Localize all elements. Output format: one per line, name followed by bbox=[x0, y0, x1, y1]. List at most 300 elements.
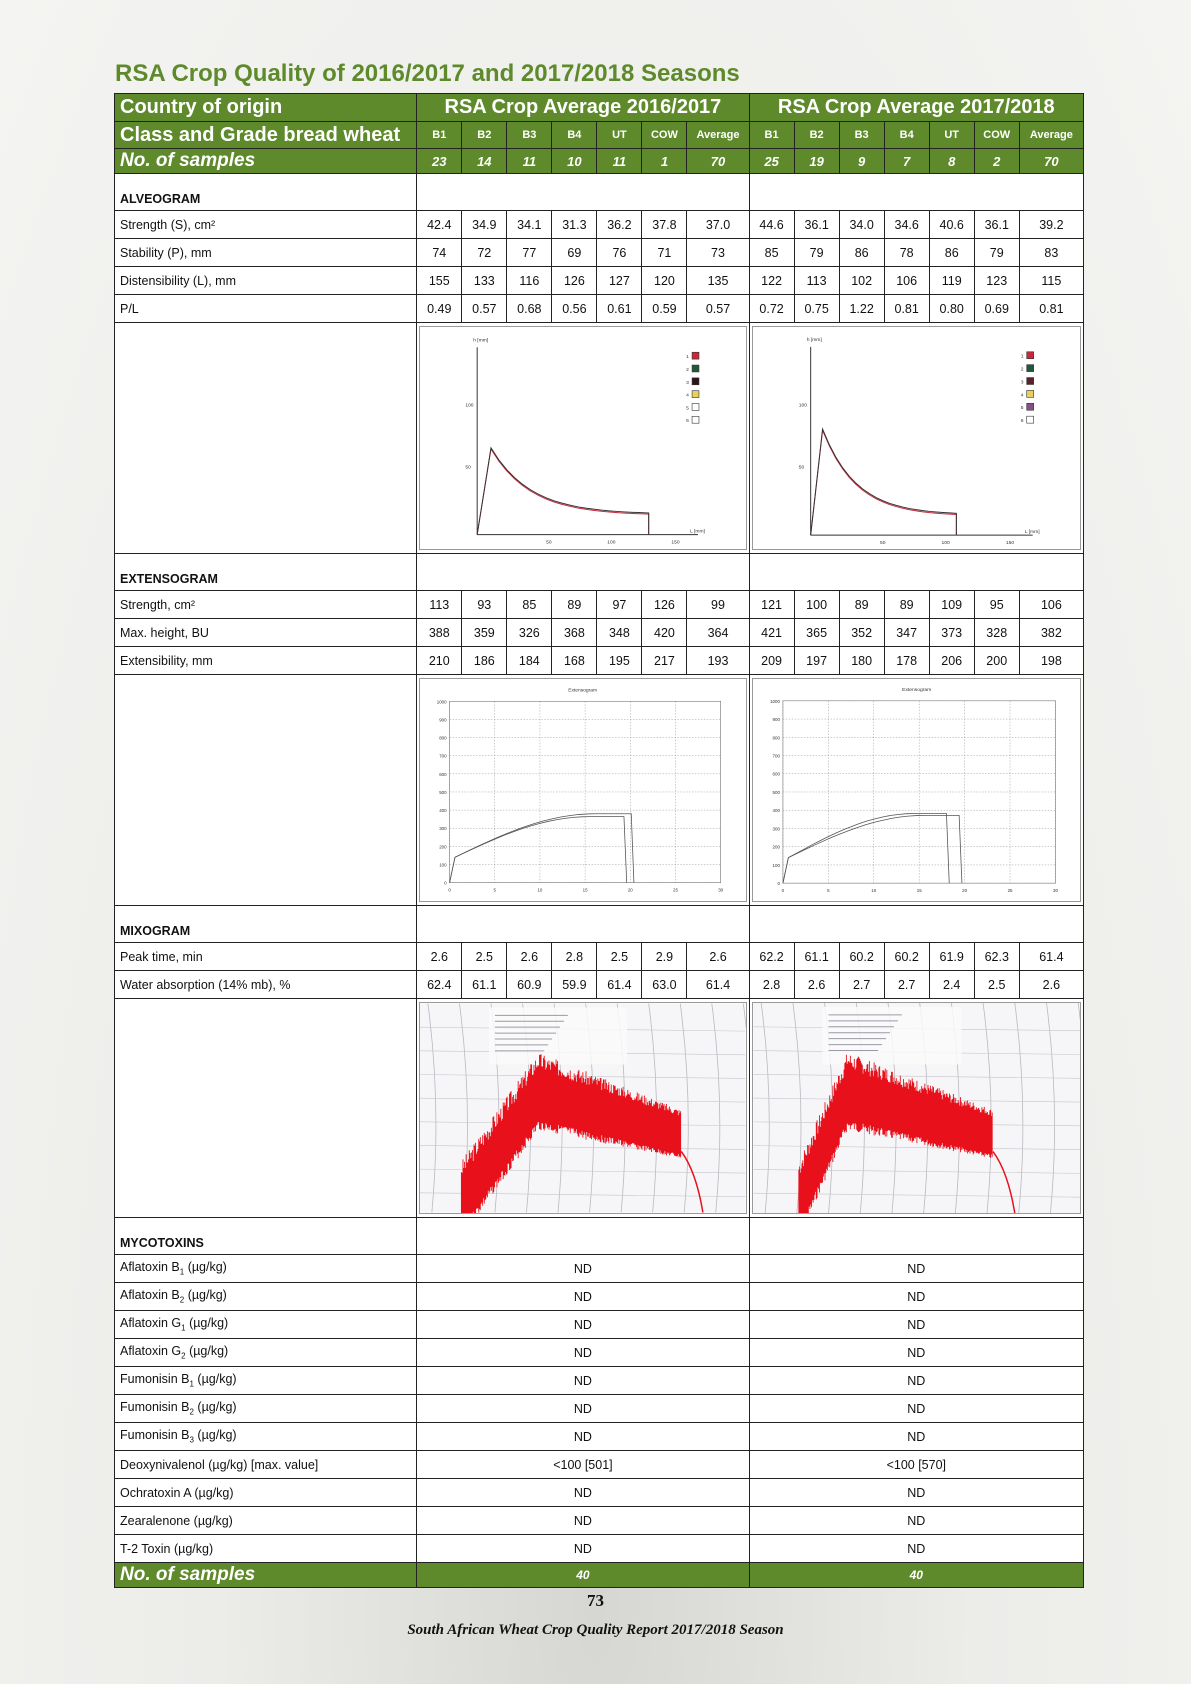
legend-swatch bbox=[1026, 390, 1033, 397]
alveogram-title-row bbox=[115, 174, 1084, 211]
value-cell: 2.8 bbox=[749, 971, 794, 999]
extensogram-title: EXTENSOGRAM bbox=[115, 554, 417, 591]
value-cell: 364 bbox=[687, 619, 749, 647]
legend-swatch bbox=[692, 403, 699, 410]
value-cell: 2.6 bbox=[794, 971, 839, 999]
mycotoxin-label bbox=[115, 1423, 417, 1451]
y-tick-label: 300 bbox=[439, 826, 447, 832]
legend-label: 4 bbox=[1020, 393, 1024, 399]
empty-cell bbox=[749, 174, 1083, 211]
mycotoxin-value-2017: ND bbox=[749, 1339, 1083, 1367]
mycotoxin-name: T-2 Toxin (µg/kg) bbox=[120, 1541, 214, 1556]
value-cell: 2.6 bbox=[1019, 971, 1083, 999]
mycotoxin-name: Aflatoxin B bbox=[120, 1260, 180, 1275]
alveogram-chart-cell bbox=[417, 323, 749, 554]
mycotoxin-unit: (µg/kg) bbox=[184, 1260, 227, 1275]
mycotoxin-name: Deoxynivalenol (µg/kg) [max. value] bbox=[120, 1457, 319, 1472]
y-tick-label: 200 bbox=[772, 844, 780, 850]
value-cell: 34.0 bbox=[839, 211, 884, 239]
value-cell: 116 bbox=[507, 267, 552, 295]
mixogram-chart-cell bbox=[749, 999, 1083, 1218]
x-axis-label: L [mm] bbox=[690, 529, 706, 535]
mycotoxin-name: Fumonisin B bbox=[120, 1372, 190, 1387]
x-tick-label: 20 bbox=[961, 888, 967, 894]
mycotoxin-name: Aflatoxin B bbox=[120, 1288, 180, 1303]
label-area bbox=[822, 1007, 961, 1064]
x-tick-label: 25 bbox=[1007, 888, 1013, 894]
sample-count: 8 bbox=[929, 149, 974, 174]
value-cell: 60.9 bbox=[507, 971, 552, 999]
value-cell: 106 bbox=[1019, 591, 1083, 619]
class-header: B2 bbox=[794, 122, 839, 149]
value-cell: 1.22 bbox=[839, 295, 884, 323]
value-cell: 40.6 bbox=[929, 211, 974, 239]
row-label: Max. height, BU bbox=[115, 619, 417, 647]
value-cell: 2.5 bbox=[597, 943, 642, 971]
extensogram-chart-2017 bbox=[752, 678, 1081, 902]
value-cell: 326 bbox=[507, 619, 552, 647]
x-tick-label: 30 bbox=[718, 887, 724, 893]
x-tick-label: 100 bbox=[607, 540, 616, 546]
value-cell: 79 bbox=[974, 239, 1019, 267]
value-cell: 89 bbox=[884, 591, 929, 619]
value-cell: 365 bbox=[794, 619, 839, 647]
value-cell: 93 bbox=[462, 591, 507, 619]
value-cell: 61.1 bbox=[794, 943, 839, 971]
legend-label: 5 bbox=[1020, 406, 1024, 412]
mycotoxin-value-2017: ND bbox=[749, 1255, 1083, 1283]
value-cell: 0.49 bbox=[417, 295, 462, 323]
class-header: COW bbox=[642, 122, 687, 149]
sample-count: 70 bbox=[1019, 149, 1083, 174]
value-cell: 109 bbox=[929, 591, 974, 619]
y-tick-label: 600 bbox=[772, 771, 780, 777]
legend-swatch bbox=[692, 416, 699, 423]
value-cell: 113 bbox=[417, 591, 462, 619]
y-tick-label: 1000 bbox=[437, 699, 447, 705]
sample-count: 9 bbox=[839, 149, 884, 174]
value-cell: 420 bbox=[642, 619, 687, 647]
value-cell: 126 bbox=[552, 267, 597, 295]
sample-count: 2 bbox=[974, 149, 1019, 174]
alveogram-chart-2016 bbox=[419, 326, 746, 550]
row-label: Water absorption (14% mb), % bbox=[115, 971, 417, 999]
legend-swatch bbox=[692, 391, 699, 398]
class-header: COW bbox=[974, 122, 1019, 149]
empty-cell bbox=[417, 174, 749, 211]
value-cell: 37.8 bbox=[642, 211, 687, 239]
mycotoxin-row bbox=[115, 1255, 1084, 1283]
value-cell: 209 bbox=[749, 647, 794, 675]
mycotoxin-row bbox=[115, 1479, 1084, 1507]
footer-samples-row bbox=[115, 1563, 1084, 1588]
mycotoxin-label bbox=[115, 1311, 417, 1339]
mycotoxin-value-2016: ND bbox=[417, 1339, 749, 1367]
value-cell: 42.4 bbox=[417, 211, 462, 239]
y-tick-label: 1000 bbox=[769, 698, 780, 704]
report-footer: South African Wheat Crop Quality Report 2017/2018 Season bbox=[407, 1622, 784, 1638]
value-cell: 61.9 bbox=[929, 943, 974, 971]
value-cell: 195 bbox=[597, 647, 642, 675]
mycotoxin-subscript: 1 bbox=[179, 1267, 185, 1277]
sample-count: 19 bbox=[794, 149, 839, 174]
data-row bbox=[115, 295, 1084, 323]
y-tick-label: 100 bbox=[772, 862, 780, 868]
value-cell: 198 bbox=[1019, 647, 1083, 675]
extensogram-curve bbox=[450, 814, 634, 883]
mycotoxin-name: Aflatoxin G bbox=[120, 1344, 182, 1359]
value-cell: 2.7 bbox=[884, 971, 929, 999]
legend-swatch bbox=[692, 378, 699, 385]
x-tick-label: 50 bbox=[546, 540, 552, 546]
value-cell: 373 bbox=[929, 619, 974, 647]
value-cell: 76 bbox=[597, 239, 642, 267]
value-cell: 95 bbox=[974, 591, 1019, 619]
mycotoxin-value-2016: ND bbox=[417, 1367, 749, 1395]
mycotoxin-name: Zearalenone (µg/kg) bbox=[120, 1513, 233, 1528]
value-cell: 135 bbox=[687, 267, 749, 295]
mycotoxin-value-2017: ND bbox=[749, 1367, 1083, 1395]
value-cell: 74 bbox=[417, 239, 462, 267]
extensogram-chart-2016 bbox=[419, 678, 746, 902]
value-cell: 168 bbox=[552, 647, 597, 675]
class-grade-label: Class and Grade bread wheat bbox=[115, 122, 417, 149]
value-cell: 2.4 bbox=[929, 971, 974, 999]
class-header: B1 bbox=[749, 122, 794, 149]
mycotoxin-label bbox=[115, 1339, 417, 1367]
value-cell: 0.68 bbox=[507, 295, 552, 323]
value-cell: 186 bbox=[462, 647, 507, 675]
mixogram-title: MIXOGRAM bbox=[115, 906, 417, 943]
mycotoxin-label bbox=[115, 1479, 417, 1507]
class-header: B3 bbox=[507, 122, 552, 149]
empty-cell bbox=[115, 675, 417, 906]
value-cell: 155 bbox=[417, 267, 462, 295]
legend-label: 3 bbox=[1020, 380, 1024, 386]
mycotoxin-value-2016: ND bbox=[417, 1311, 749, 1339]
value-cell: 2.7 bbox=[839, 971, 884, 999]
mycotoxin-row bbox=[115, 1507, 1084, 1535]
data-row bbox=[115, 211, 1084, 239]
value-cell: 44.6 bbox=[749, 211, 794, 239]
value-cell: 178 bbox=[884, 647, 929, 675]
y-tick-label: 900 bbox=[439, 717, 447, 723]
value-cell: 123 bbox=[974, 267, 1019, 295]
value-cell: 126 bbox=[642, 591, 687, 619]
extensogram-chart-cell bbox=[417, 675, 749, 906]
value-cell: 36.1 bbox=[794, 211, 839, 239]
mycotoxin-value-2016: ND bbox=[417, 1283, 749, 1311]
empty-cell bbox=[417, 554, 749, 591]
value-cell: 60.2 bbox=[839, 943, 884, 971]
legend-swatch bbox=[692, 352, 699, 359]
y-tick-label: 400 bbox=[439, 808, 447, 814]
value-cell: 2.6 bbox=[417, 943, 462, 971]
mixogram-title-row bbox=[115, 906, 1084, 943]
value-cell: 62.2 bbox=[749, 943, 794, 971]
value-cell: 0.61 bbox=[597, 295, 642, 323]
value-cell: 368 bbox=[552, 619, 597, 647]
samples-label: No. of samples bbox=[115, 149, 417, 174]
mixogram-chart-2017 bbox=[752, 1002, 1081, 1214]
alveogram-curve bbox=[810, 430, 956, 535]
value-cell: 34.9 bbox=[462, 211, 507, 239]
value-cell: 37.0 bbox=[687, 211, 749, 239]
mycotoxin-row bbox=[115, 1451, 1084, 1479]
mycotoxin-value-2016: ND bbox=[417, 1479, 749, 1507]
mycotoxin-unit: (µg/kg) bbox=[193, 1372, 237, 1387]
alveogram-curve bbox=[810, 429, 956, 535]
alveogram-curve bbox=[477, 448, 649, 535]
sample-count: 11 bbox=[507, 149, 552, 174]
value-cell: 120 bbox=[642, 267, 687, 295]
value-cell: 79 bbox=[794, 239, 839, 267]
value-cell: 193 bbox=[687, 647, 749, 675]
empty-cell bbox=[417, 1218, 749, 1255]
alveogram-title: ALVEOGRAM bbox=[115, 174, 417, 211]
data-row bbox=[115, 647, 1084, 675]
value-cell: 62.4 bbox=[417, 971, 462, 999]
mycotoxin-subscript: 1 bbox=[189, 1379, 194, 1389]
mycotoxin-value-2016: ND bbox=[417, 1535, 749, 1563]
value-cell: 206 bbox=[929, 647, 974, 675]
y-tick-label: 100 bbox=[798, 403, 807, 409]
value-cell: 217 bbox=[642, 647, 687, 675]
header-row-classes bbox=[115, 122, 1084, 149]
extensogram-title-row bbox=[115, 554, 1084, 591]
mycotoxin-subscript: 1 bbox=[181, 1323, 186, 1333]
data-row bbox=[115, 943, 1084, 971]
value-cell: 62.3 bbox=[974, 943, 1019, 971]
class-header: B2 bbox=[462, 122, 507, 149]
mycotoxin-unit: (µg/kg) bbox=[185, 1316, 229, 1331]
mixogram-chart-row bbox=[115, 999, 1084, 1218]
mycotoxin-name: Aflatoxin G bbox=[120, 1316, 182, 1331]
empty-cell bbox=[749, 906, 1083, 943]
mycotoxin-row bbox=[115, 1311, 1084, 1339]
row-label: Distensibility (L), mm bbox=[115, 267, 417, 295]
legend-swatch bbox=[1026, 378, 1033, 385]
mycotoxin-value-2016: ND bbox=[417, 1423, 749, 1451]
value-cell: 210 bbox=[417, 647, 462, 675]
class-header: Average bbox=[1019, 122, 1083, 149]
alveogram-chart-2017 bbox=[752, 326, 1081, 550]
sample-count: 14 bbox=[462, 149, 507, 174]
mycotoxin-label bbox=[115, 1255, 417, 1283]
mixogram-chart-2016 bbox=[419, 1002, 746, 1214]
value-cell: 359 bbox=[462, 619, 507, 647]
value-cell: 34.6 bbox=[884, 211, 929, 239]
season-2017-header: RSA Crop Average 2017/2018 bbox=[749, 94, 1083, 122]
mycotoxin-value-2017: <100 [570] bbox=[749, 1451, 1083, 1479]
value-cell: 2.8 bbox=[552, 943, 597, 971]
value-cell: 78 bbox=[884, 239, 929, 267]
class-header: UT bbox=[929, 122, 974, 149]
data-row bbox=[115, 619, 1084, 647]
mycotoxin-value-2017: ND bbox=[749, 1423, 1083, 1451]
extensogram-chart-row bbox=[115, 675, 1084, 906]
mycotoxin-row bbox=[115, 1535, 1084, 1563]
mycotoxin-label bbox=[115, 1535, 417, 1563]
label-area bbox=[489, 1007, 627, 1064]
value-cell: 0.57 bbox=[687, 295, 749, 323]
class-header: B3 bbox=[839, 122, 884, 149]
y-tick-label: 700 bbox=[772, 753, 780, 759]
y-tick-label: 400 bbox=[772, 808, 780, 814]
value-cell: 0.75 bbox=[794, 295, 839, 323]
legend-swatch bbox=[1026, 352, 1033, 359]
sample-count: 70 bbox=[687, 149, 749, 174]
value-cell: 200 bbox=[974, 647, 1019, 675]
value-cell: 2.6 bbox=[687, 943, 749, 971]
x-tick-label: 50 bbox=[879, 541, 886, 547]
y-tick-label: 700 bbox=[439, 753, 447, 759]
value-cell: 72 bbox=[462, 239, 507, 267]
mycotoxin-subscript: 2 bbox=[179, 1295, 185, 1305]
value-cell: 127 bbox=[597, 267, 642, 295]
value-cell: 89 bbox=[839, 591, 884, 619]
value-cell: 133 bbox=[462, 267, 507, 295]
x-tick-label: 20 bbox=[628, 887, 634, 893]
row-label: Peak time, min bbox=[115, 943, 417, 971]
mycotoxin-label bbox=[115, 1367, 417, 1395]
row-label: Strength (S), cm² bbox=[115, 211, 417, 239]
class-header: B4 bbox=[884, 122, 929, 149]
value-cell: 59.9 bbox=[552, 971, 597, 999]
mycotoxin-label bbox=[115, 1283, 417, 1311]
value-cell: 0.57 bbox=[462, 295, 507, 323]
mycotoxin-subscript: 2 bbox=[181, 1351, 186, 1361]
mycotoxin-unit: (µg/kg) bbox=[185, 1344, 229, 1359]
value-cell: 352 bbox=[839, 619, 884, 647]
data-row bbox=[115, 267, 1084, 295]
mycotoxin-value-2016: ND bbox=[417, 1507, 749, 1535]
value-cell: 86 bbox=[929, 239, 974, 267]
mycotoxin-value-2016: ND bbox=[417, 1255, 749, 1283]
y-axis-label: h [mm] bbox=[473, 338, 489, 344]
y-tick-label: 100 bbox=[439, 862, 447, 868]
extensogram-curve bbox=[450, 817, 627, 883]
class-header: Average bbox=[687, 122, 749, 149]
value-cell: 2.6 bbox=[507, 943, 552, 971]
value-cell: 388 bbox=[417, 619, 462, 647]
alveogram-curve bbox=[477, 449, 649, 535]
mycotoxin-row bbox=[115, 1367, 1084, 1395]
value-cell: 36.2 bbox=[597, 211, 642, 239]
legend-label: 6 bbox=[686, 419, 690, 425]
mycotoxin-name: Ochratoxin A (µg/kg) bbox=[120, 1485, 234, 1500]
row-label: Strength, cm² bbox=[115, 591, 417, 619]
legend-swatch bbox=[1026, 403, 1033, 410]
value-cell: 97 bbox=[597, 591, 642, 619]
y-tick-label: 50 bbox=[465, 465, 472, 471]
value-cell: 34.1 bbox=[507, 211, 552, 239]
row-label: P/L bbox=[115, 295, 417, 323]
value-cell: 63.0 bbox=[642, 971, 687, 999]
value-cell: 61.4 bbox=[687, 971, 749, 999]
mycotoxin-subscript: 3 bbox=[189, 1435, 194, 1445]
mixogram-chart-cell bbox=[417, 999, 749, 1218]
mycotoxin-value-2017: ND bbox=[749, 1479, 1083, 1507]
value-cell: 83 bbox=[1019, 239, 1083, 267]
mycotoxin-name: Fumonisin B bbox=[120, 1400, 190, 1415]
value-cell: 421 bbox=[749, 619, 794, 647]
alveogram-chart-row bbox=[115, 323, 1084, 554]
value-cell: 86 bbox=[839, 239, 884, 267]
legend-label: 2 bbox=[1020, 367, 1024, 373]
legend-swatch bbox=[1026, 416, 1033, 423]
value-cell: 113 bbox=[794, 267, 839, 295]
value-cell: 180 bbox=[839, 647, 884, 675]
mycotoxin-sample-count: 40 bbox=[749, 1563, 1083, 1588]
y-axis-label: h [mm] bbox=[806, 337, 822, 343]
mycotoxins-title-row bbox=[115, 1218, 1084, 1255]
data-row bbox=[115, 971, 1084, 999]
mycotoxin-label bbox=[115, 1395, 417, 1423]
mycotoxin-unit: (µg/kg) bbox=[184, 1288, 227, 1303]
legend-label: 2 bbox=[686, 367, 690, 373]
value-cell: 106 bbox=[884, 267, 929, 295]
x-axis-label: L [mm] bbox=[1024, 530, 1040, 536]
row-label: Stability (P), mm bbox=[115, 239, 417, 267]
x-tick-label: 0 bbox=[448, 887, 452, 893]
y-tick-label: 0 bbox=[777, 881, 780, 887]
value-cell: 39.2 bbox=[1019, 211, 1083, 239]
value-cell: 0.72 bbox=[749, 295, 794, 323]
value-cell: 31.3 bbox=[552, 211, 597, 239]
legend-label: 1 bbox=[1020, 354, 1024, 360]
class-header: B1 bbox=[417, 122, 462, 149]
value-cell: 0.81 bbox=[884, 295, 929, 323]
season-2016-header: RSA Crop Average 2016/2017 bbox=[417, 94, 749, 122]
mycotoxin-row bbox=[115, 1395, 1084, 1423]
x-tick-label: 10 bbox=[870, 888, 876, 894]
value-cell: 61.4 bbox=[1019, 943, 1083, 971]
legend-label: 3 bbox=[686, 380, 690, 386]
empty-cell bbox=[115, 323, 417, 554]
chart-title: Extensogram bbox=[901, 687, 931, 693]
value-cell: 0.69 bbox=[974, 295, 1019, 323]
value-cell: 122 bbox=[749, 267, 794, 295]
extensogram-curve bbox=[782, 815, 961, 883]
legend-swatch bbox=[1026, 365, 1033, 372]
value-cell: 71 bbox=[642, 239, 687, 267]
row-label: Extensibility, mm bbox=[115, 647, 417, 675]
y-tick-label: 800 bbox=[439, 735, 447, 741]
value-cell: 69 bbox=[552, 239, 597, 267]
value-cell: 73 bbox=[687, 239, 749, 267]
x-tick-label: 100 bbox=[941, 541, 950, 547]
mycotoxin-sample-count: 40 bbox=[417, 1563, 749, 1588]
empty-cell bbox=[749, 1218, 1083, 1255]
mycotoxin-value-2017: ND bbox=[749, 1395, 1083, 1423]
mycotoxin-value-2017: ND bbox=[749, 1311, 1083, 1339]
class-header: UT bbox=[597, 122, 642, 149]
x-tick-label: 150 bbox=[671, 540, 680, 546]
value-cell: 347 bbox=[884, 619, 929, 647]
x-tick-label: 15 bbox=[582, 887, 588, 893]
mycotoxin-value-2017: ND bbox=[749, 1283, 1083, 1311]
y-tick-label: 50 bbox=[798, 465, 804, 471]
data-row bbox=[115, 591, 1084, 619]
value-cell: 99 bbox=[687, 591, 749, 619]
legend-label: 6 bbox=[1020, 419, 1024, 425]
x-tick-label: 150 bbox=[1005, 541, 1014, 547]
value-cell: 184 bbox=[507, 647, 552, 675]
mycotoxin-row bbox=[115, 1423, 1084, 1451]
mycotoxins-title: MYCOTOXINS bbox=[115, 1218, 417, 1255]
value-cell: 61.4 bbox=[597, 971, 642, 999]
